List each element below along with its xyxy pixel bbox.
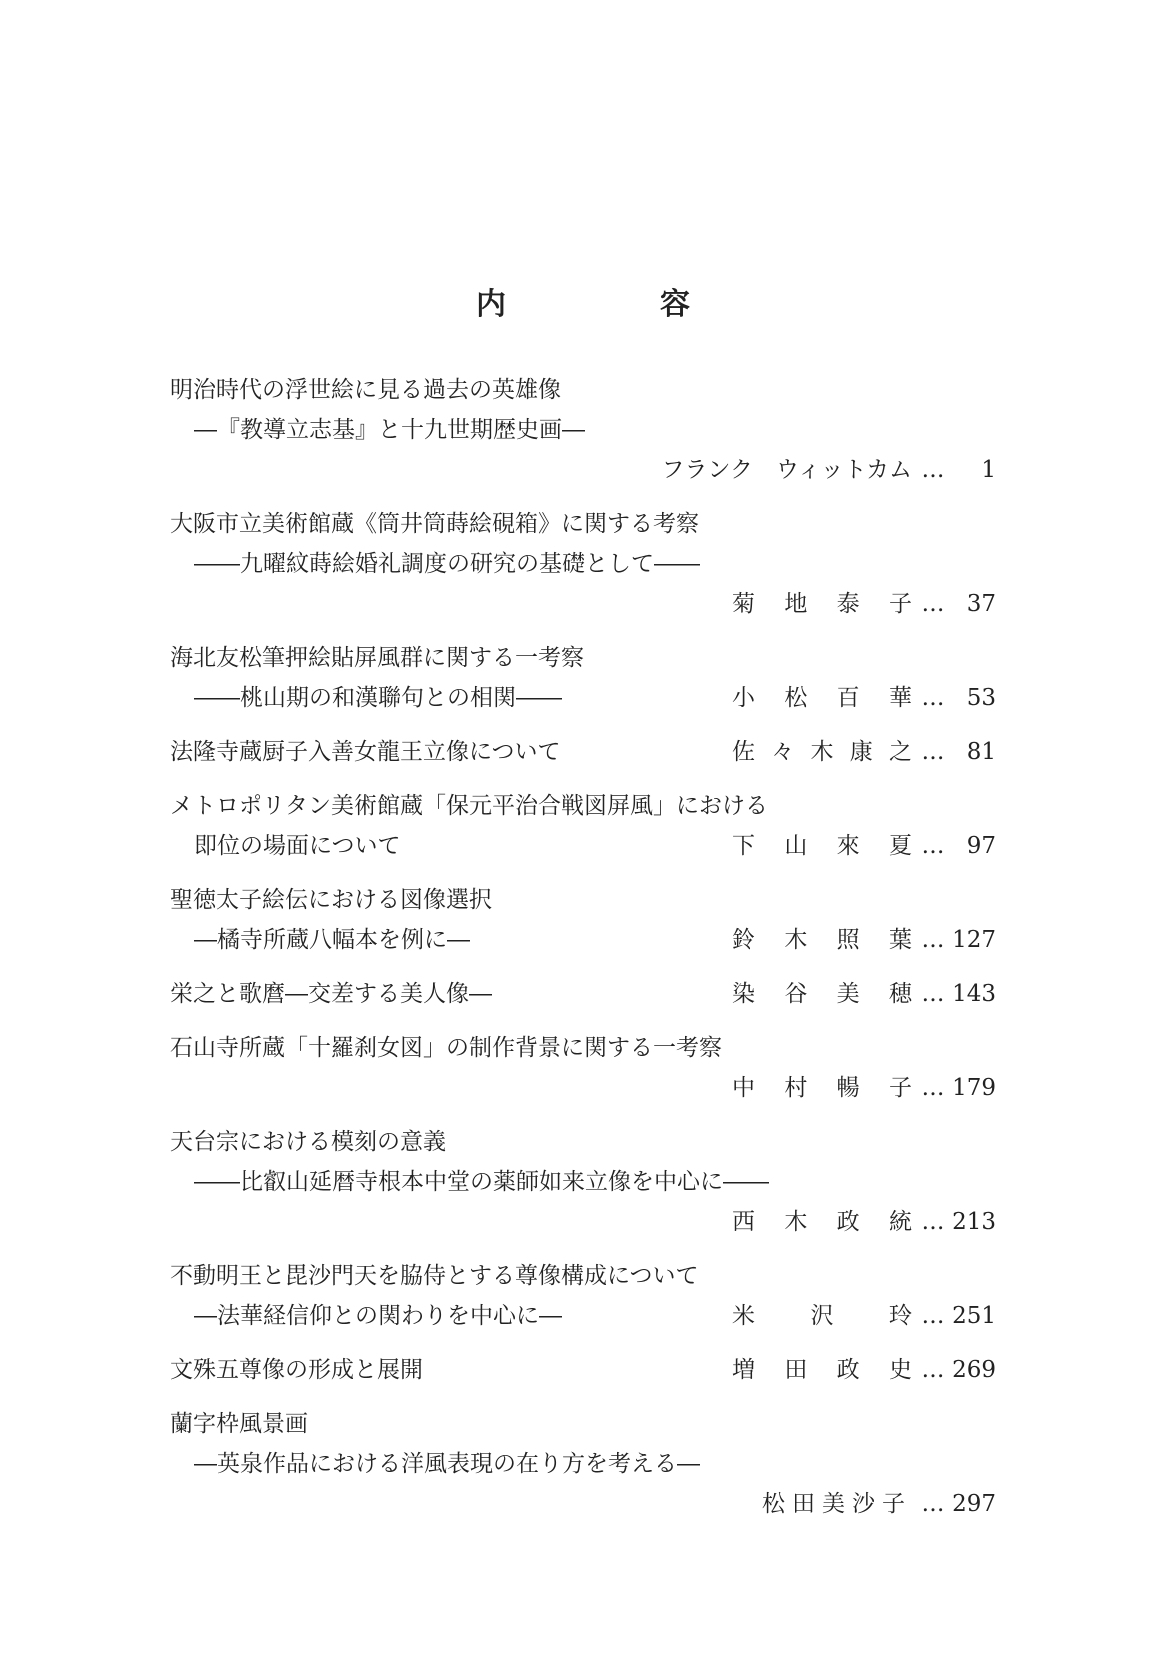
toc-subtitle-line bbox=[170, 544, 996, 584]
toc-byline-line bbox=[170, 1202, 996, 1242]
toc-title: 文殊五尊像の形成と展開 bbox=[170, 1357, 423, 1383]
toc-author: 下山來夏 bbox=[732, 833, 912, 859]
toc-title-line bbox=[170, 1028, 996, 1068]
toc-entry bbox=[170, 638, 996, 718]
toc-title-line bbox=[170, 880, 996, 920]
toc-title-line bbox=[170, 1404, 996, 1444]
toc-entry bbox=[170, 974, 996, 1014]
toc-byline bbox=[732, 974, 996, 1014]
toc-leader: … bbox=[921, 1303, 945, 1329]
toc-page-number: 179 bbox=[952, 1075, 996, 1101]
toc-byline-line bbox=[170, 1484, 996, 1524]
toc-author: 小松百華 bbox=[732, 685, 912, 711]
toc-page-number: 53 bbox=[966, 685, 996, 711]
toc-title: 聖徳太子絵伝における図像選択 bbox=[170, 887, 492, 913]
toc-title-line bbox=[170, 1122, 996, 1162]
toc-page-number: 97 bbox=[966, 833, 996, 859]
toc-author: 松田美沙子 bbox=[762, 1491, 912, 1517]
table-of-contents bbox=[170, 370, 996, 1538]
toc-entry bbox=[170, 880, 996, 960]
toc-leader: … bbox=[921, 1357, 945, 1383]
toc-leader: … bbox=[921, 591, 945, 617]
toc-author: 増田政史 bbox=[732, 1357, 912, 1383]
toc-page-number: 1 bbox=[981, 457, 996, 483]
toc-title: 蘭字枠風景画 bbox=[170, 1411, 308, 1437]
toc-subtitle: ―英泉作品における洋風表現の在り方を考える― bbox=[194, 1451, 700, 1477]
toc-byline bbox=[732, 584, 996, 624]
toc-author: 米沢玲 bbox=[732, 1303, 912, 1329]
toc-subtitle-line bbox=[170, 678, 996, 718]
toc-author: 中村暢子 bbox=[732, 1075, 912, 1101]
toc-author: フランク ウィットカム bbox=[661, 457, 912, 483]
toc-author: 染谷美穂 bbox=[732, 981, 912, 1007]
toc-entry bbox=[170, 1404, 996, 1524]
toc-entry bbox=[170, 786, 996, 866]
toc-byline bbox=[732, 1202, 996, 1242]
toc-entry bbox=[170, 504, 996, 624]
toc-leader: … bbox=[921, 1075, 945, 1101]
toc-subtitle-line bbox=[170, 1444, 996, 1484]
toc-byline bbox=[732, 1296, 996, 1336]
toc-subtitle: ―法華経信仰との関わりを中心に― bbox=[194, 1303, 562, 1329]
toc-leader: … bbox=[921, 457, 945, 483]
toc-byline bbox=[732, 1068, 996, 1108]
toc-title-line bbox=[170, 1256, 996, 1296]
toc-leader: … bbox=[921, 1491, 945, 1517]
toc-title-line bbox=[170, 786, 996, 826]
toc-leader: … bbox=[921, 685, 945, 711]
toc-subtitle: 即位の場面について bbox=[194, 833, 401, 859]
toc-leader: … bbox=[921, 1209, 945, 1235]
toc-leader: … bbox=[921, 739, 945, 765]
toc-byline-line bbox=[170, 584, 996, 624]
toc-subtitle-line bbox=[170, 1162, 996, 1202]
toc-byline bbox=[732, 732, 996, 772]
toc-title: 天台宗における模刻の意義 bbox=[170, 1129, 446, 1155]
toc-subtitle-line bbox=[170, 410, 996, 450]
toc-byline bbox=[732, 920, 996, 960]
toc-subtitle: ――桃山期の和漢聯句との相関―― bbox=[194, 685, 562, 711]
toc-subtitle: ―『教導立志基』と十九世期歴史画― bbox=[194, 417, 585, 443]
toc-title: メトロポリタン美術館蔵「保元平治合戦図屏風」における bbox=[170, 793, 768, 819]
toc-title-line bbox=[170, 638, 996, 678]
toc-subtitle: ―橘寺所蔵八幅本を例に― bbox=[194, 927, 470, 953]
toc-page-number: 81 bbox=[966, 739, 996, 765]
toc-byline-line bbox=[170, 1068, 996, 1108]
toc-byline bbox=[732, 678, 996, 718]
toc-title: 栄之と歌麿―交差する美人像― bbox=[170, 981, 492, 1007]
toc-title: 石山寺所蔵「十羅刹女図」の制作背景に関する一考察 bbox=[170, 1035, 722, 1061]
toc-title: 法隆寺蔵厨子入善女龍王立像について bbox=[170, 739, 561, 765]
toc-title-line bbox=[170, 974, 996, 1014]
toc-page-number: 213 bbox=[952, 1209, 996, 1235]
toc-page-number: 251 bbox=[952, 1303, 996, 1329]
toc-entry bbox=[170, 370, 996, 490]
toc-byline bbox=[732, 826, 996, 866]
toc-entry bbox=[170, 1350, 996, 1390]
toc-leader: … bbox=[921, 833, 945, 859]
toc-subtitle-line bbox=[170, 826, 996, 866]
toc-subtitle-line bbox=[170, 1296, 996, 1336]
toc-entry bbox=[170, 1256, 996, 1336]
toc-page-number: 127 bbox=[952, 927, 996, 953]
toc-author: 西木政統 bbox=[732, 1209, 912, 1235]
toc-title: 明治時代の浮世絵に見る過去の英雄像 bbox=[170, 377, 561, 403]
toc-title: 海北友松筆押絵貼屏風群に関する一考察 bbox=[170, 645, 584, 671]
toc-title: 大阪市立美術館蔵《筒井筒蒔絵硯箱》に関する考察 bbox=[170, 511, 699, 537]
toc-page-number: 269 bbox=[952, 1357, 996, 1383]
toc-leader: … bbox=[921, 981, 945, 1007]
page-title: 内 容 bbox=[476, 287, 752, 322]
toc-author: 鈴木照葉 bbox=[732, 927, 912, 953]
toc-title-line bbox=[170, 504, 996, 544]
toc-title: 不動明王と毘沙門天を脇侍とする尊像構成について bbox=[170, 1263, 699, 1289]
toc-byline bbox=[732, 1350, 996, 1390]
toc-entry bbox=[170, 1028, 996, 1108]
toc-title-line bbox=[170, 1350, 996, 1390]
toc-author: 菊地泰子 bbox=[732, 591, 912, 617]
toc-author: 佐々木康之 bbox=[732, 739, 912, 765]
toc-leader: … bbox=[921, 927, 945, 953]
toc-page-number: 297 bbox=[952, 1491, 996, 1517]
toc-entry bbox=[170, 732, 996, 772]
toc-byline bbox=[662, 450, 996, 490]
toc-page-number: 143 bbox=[952, 981, 996, 1007]
toc-page-number: 37 bbox=[966, 591, 996, 617]
toc-subtitle: ――比叡山延暦寺根本中堂の薬師如来立像を中心に―― bbox=[194, 1169, 769, 1195]
toc-subtitle: ――九曜紋蒔絵婚礼調度の研究の基礎として―― bbox=[194, 551, 700, 577]
toc-entry bbox=[170, 1122, 996, 1242]
toc-title-line bbox=[170, 732, 996, 772]
toc-byline bbox=[762, 1484, 996, 1524]
toc-subtitle-line bbox=[170, 920, 996, 960]
toc-title-line bbox=[170, 370, 996, 410]
toc-byline-line bbox=[170, 450, 996, 490]
